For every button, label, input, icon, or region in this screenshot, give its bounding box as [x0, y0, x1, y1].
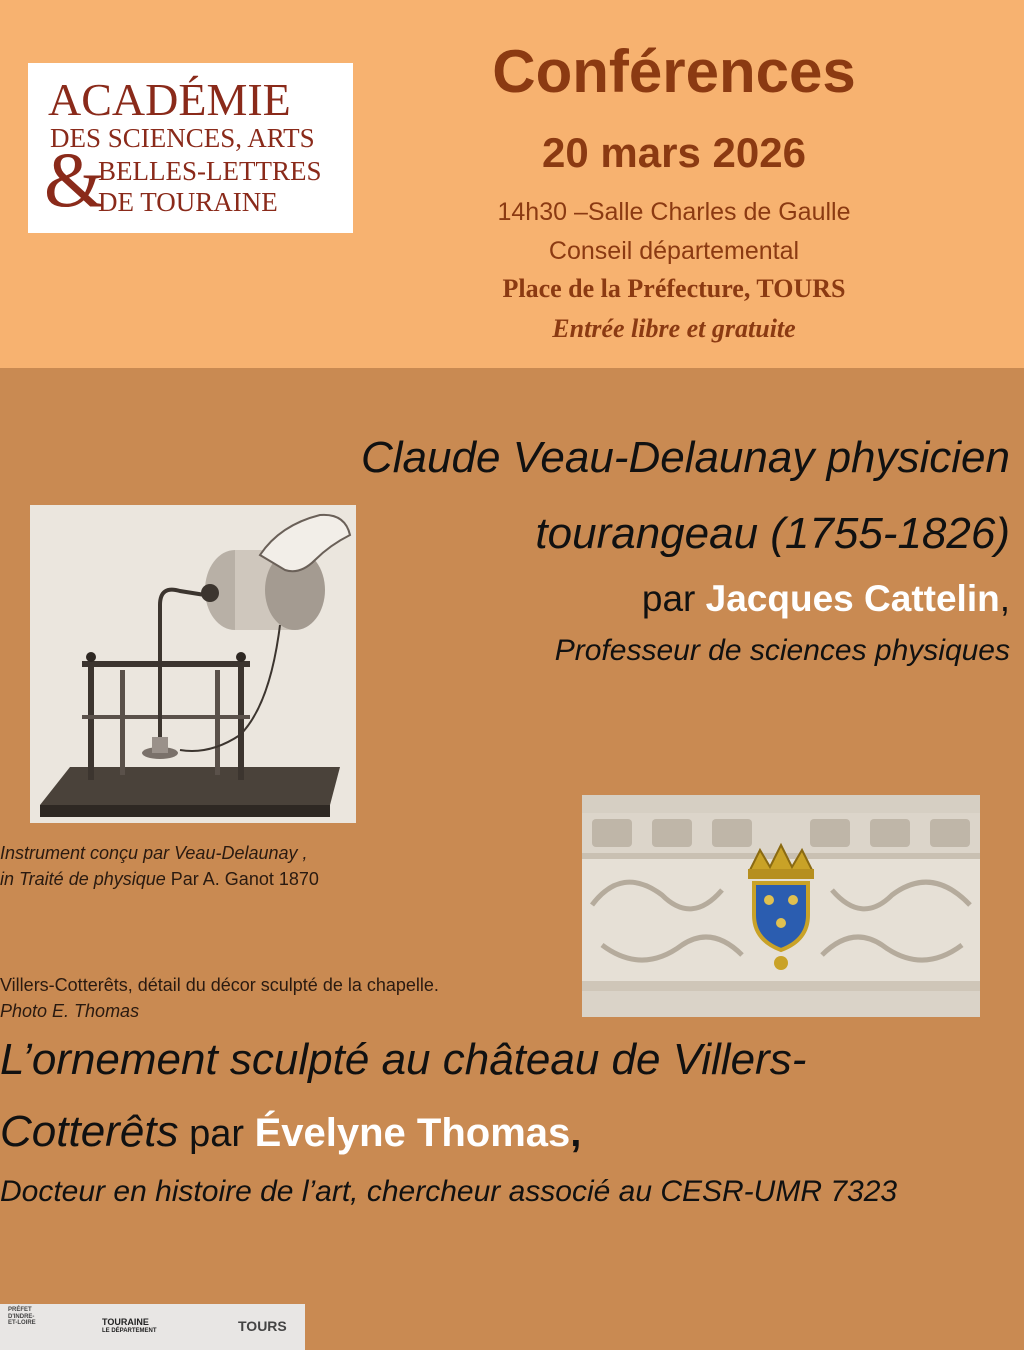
- partner-logos: [0, 1304, 305, 1350]
- image2-caption-line-1: Villers-Cotterêts, détail du décor sculpté de la chapelle.: [0, 975, 439, 995]
- talk1-title-line-1: Claude Veau-Delaunay physicien: [361, 433, 1010, 482]
- image1-caption-line-1: Instrument conçu par Veau-Delaunay ,: [0, 843, 308, 863]
- talk1-title-line-2: tourangeau (1755-1826): [535, 509, 1010, 558]
- sculpture-photo: [582, 795, 980, 1017]
- logo-ampersand: &: [44, 136, 105, 223]
- talk1-role: Professeur de sciences physiques: [554, 634, 1010, 667]
- event-venue: Conseil départemental: [548, 237, 800, 265]
- image2-caption-line-2: Photo E. Thomas: [0, 1001, 140, 1022]
- image2-caption: [0, 972, 439, 1024]
- instrument-image: [30, 505, 356, 823]
- image1-caption: [0, 840, 319, 892]
- logo-line-2: DES SCIENCES, ARTS: [50, 123, 315, 153]
- event-address: Place de la Préfecture, TOURS: [502, 274, 846, 303]
- talk2-title-end: Cotterêts: [0, 1107, 179, 1156]
- talk1-comma: ,: [999, 578, 1010, 619]
- caption-prefix: in: [0, 869, 20, 890]
- talk2-title-line-1: L’ornement sculpté au château de Villers-: [0, 1035, 807, 1084]
- talk1-by: par: [641, 578, 706, 619]
- image1-caption-line-2: [0, 866, 319, 892]
- logo-line-3: BELLES-LETTRES: [98, 156, 322, 186]
- talk2-role: Docteur en histoire de l’art, chercheur associé au CESR-UMR 7323: [0, 1175, 898, 1208]
- talk1-speaker: Jacques Cattelin: [705, 578, 1000, 619]
- caption-suffix: Par A. Ganot 1870: [165, 869, 319, 890]
- touraine-logo-title: TOURAINE: [102, 1317, 149, 1327]
- logo-line-4: DE TOURAINE: [98, 187, 278, 217]
- caption-book-title: Traité de physique: [19, 869, 166, 890]
- event-time-place: 14h30 –Salle Charles de Gaulle: [497, 198, 851, 226]
- instrument-illustration: [30, 505, 356, 823]
- touraine-logo: [102, 1318, 157, 1334]
- tours-logo: TOURS: [238, 1318, 287, 1334]
- logo-line-1: ACADÉMIE: [48, 74, 291, 125]
- prefet-logo: PRÉFET D'INDRE- ET-LOIRE: [8, 1307, 36, 1327]
- talk2-comma: ,: [570, 1111, 582, 1155]
- sculpture-image: [582, 795, 980, 1017]
- event-entry: Entrée libre et gratuite: [552, 314, 796, 343]
- event-date: 20 mars 2026: [542, 129, 806, 176]
- talk2-by: par: [178, 1113, 255, 1155]
- talk2-speaker: Évelyne Thomas: [254, 1111, 571, 1155]
- page-title: Conférences: [492, 38, 856, 105]
- academie-logo: [28, 63, 353, 233]
- talk2-title-line-2: [0, 1106, 1010, 1159]
- touraine-logo-subtitle: LE DÉPARTEMENT: [102, 1327, 157, 1334]
- talk1-speaker-line: [642, 578, 1010, 620]
